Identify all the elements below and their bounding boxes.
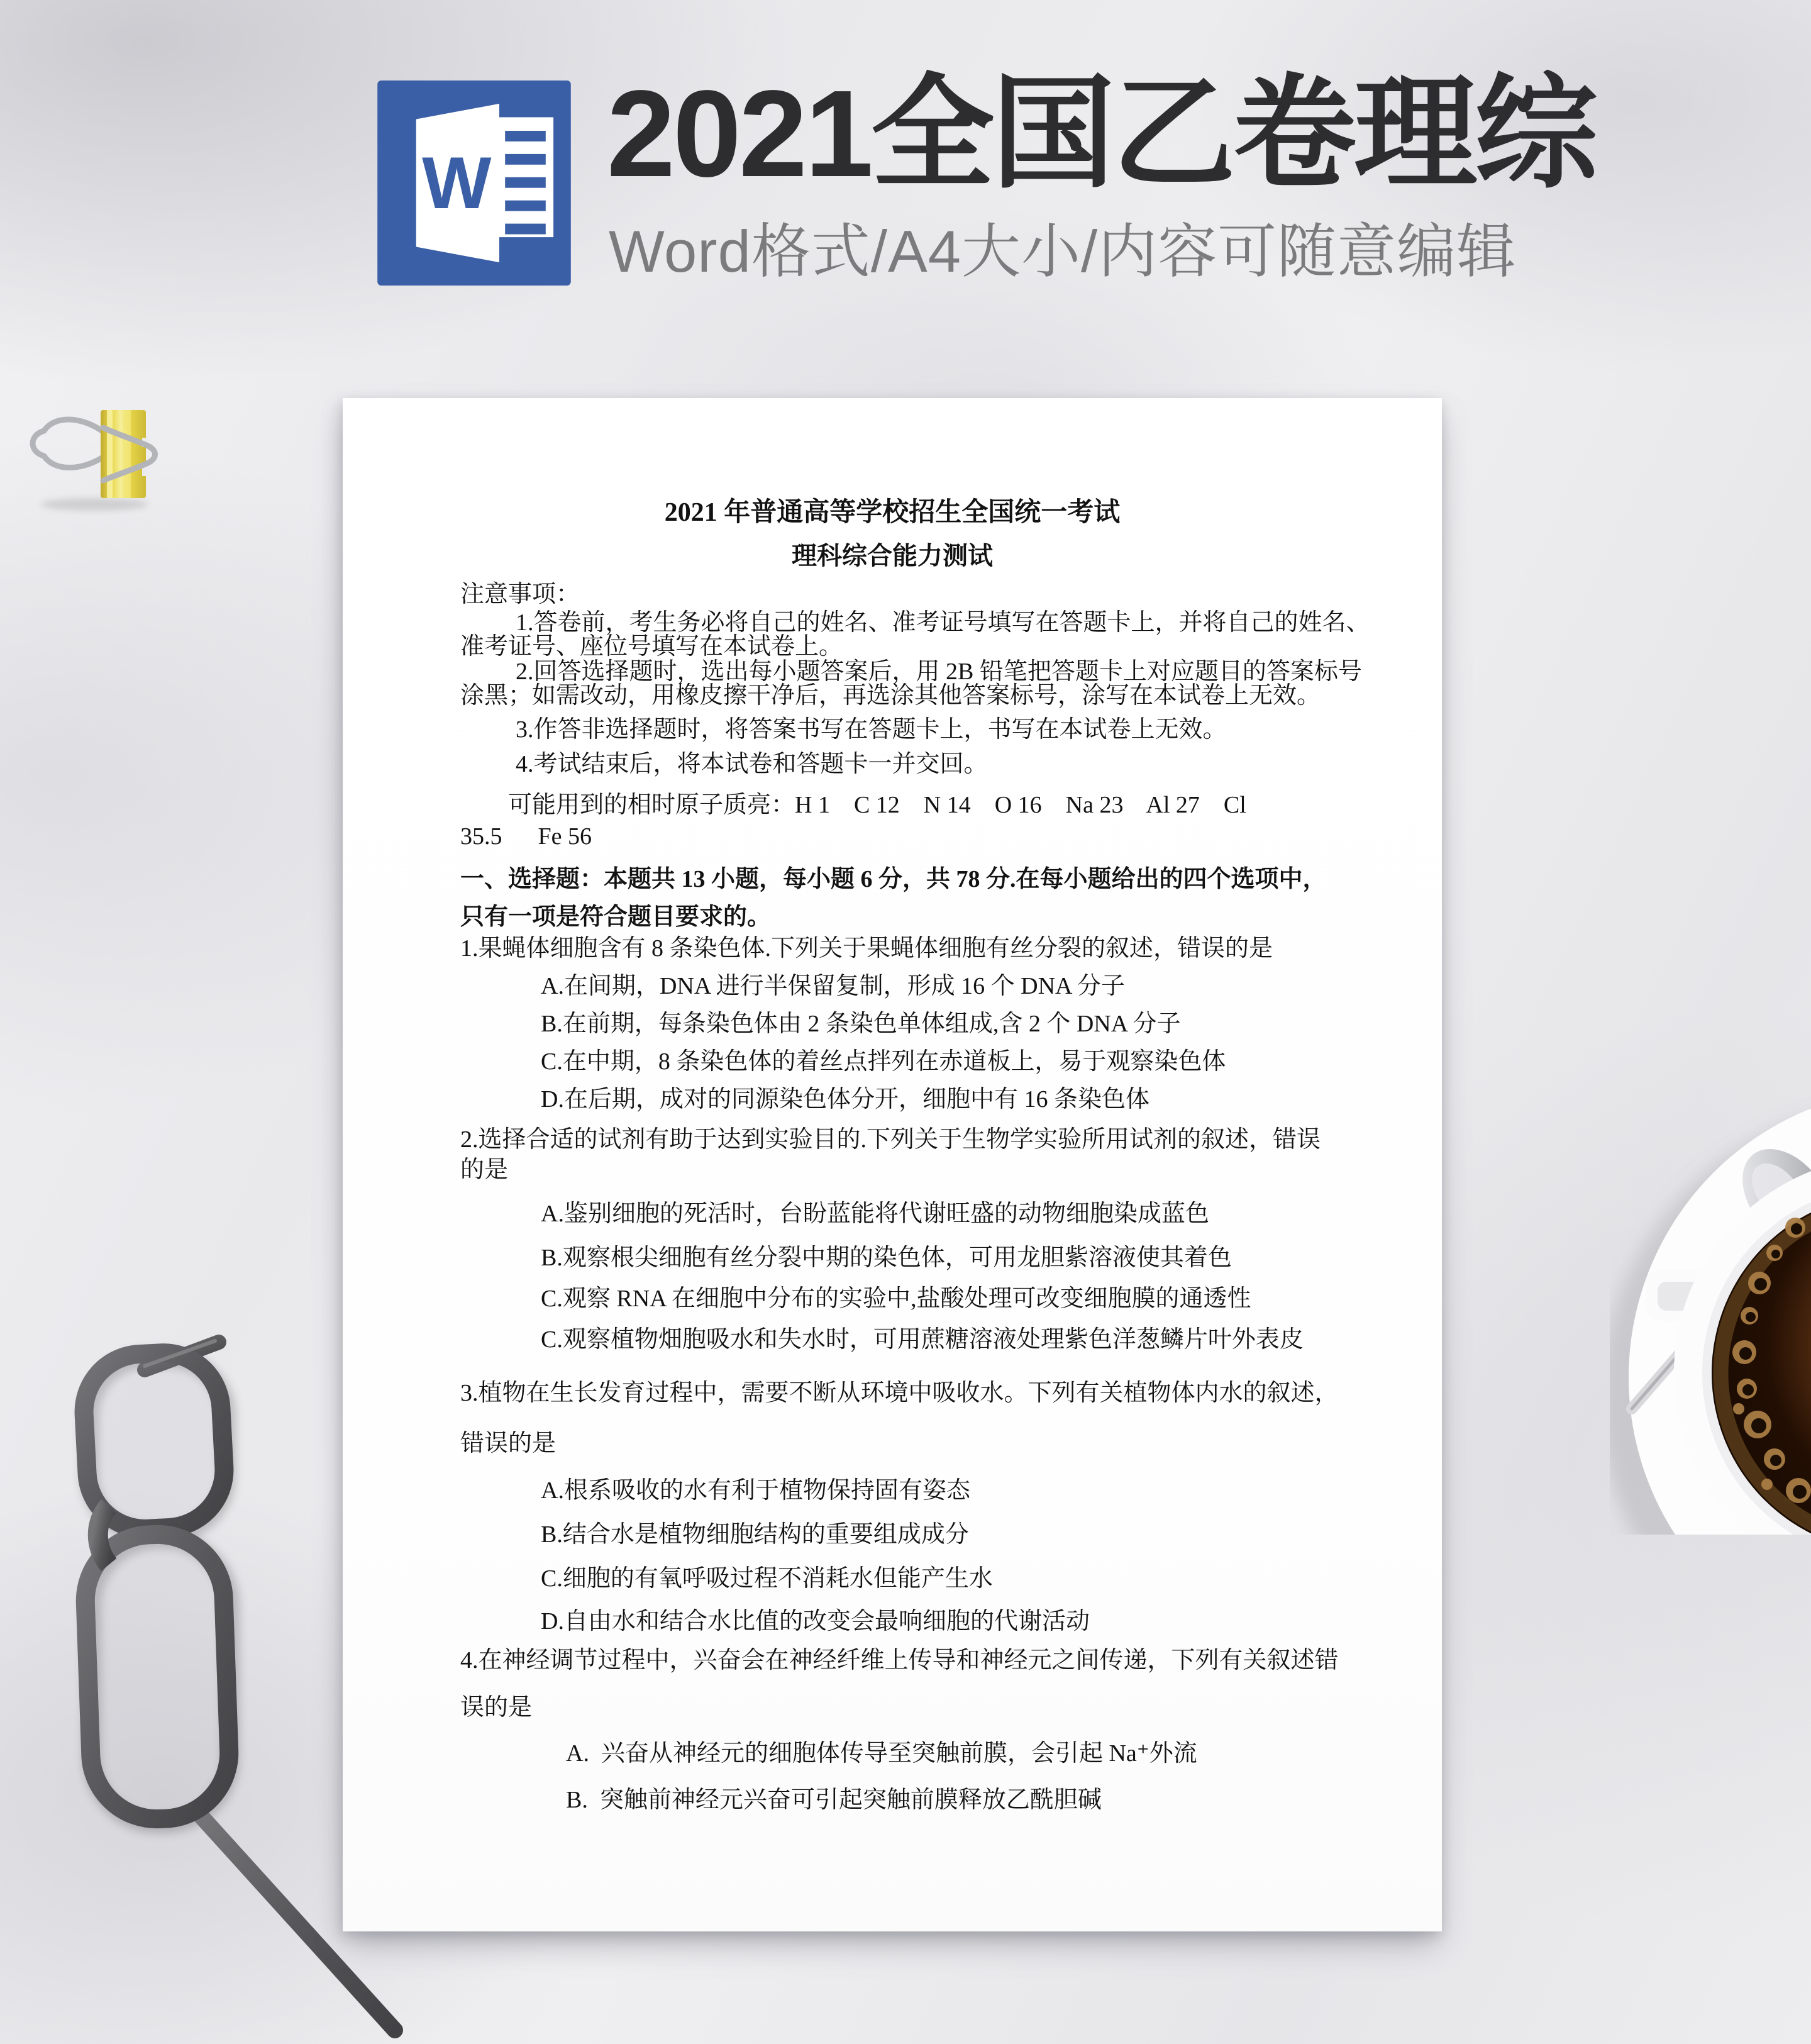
question-option: B.结合水是植物细胞结构的重要组成成分 — [541, 1521, 969, 1548]
notice-line: 准考证号、座位号填写在本试卷上。 — [460, 633, 843, 660]
exam-subtitle: 理科综合能力测试 — [792, 542, 993, 570]
svg-text:W: W — [422, 141, 492, 224]
question-option: C.观察 RNA 在细胞中分布的实验中,盐酸处理可改变细胞膜的通透性 — [541, 1286, 1251, 1312]
question-option: D.在后期，成对的同源染色体分开，细胞中有 16 条染色体 — [541, 1086, 1149, 1113]
atomic-mass-line: 可能用到的相时原子质亮：H 1 C 12 N 14 O 16 Na 23 Al 27 Cl — [508, 792, 1246, 818]
notice-heading: 注意事项： — [460, 581, 580, 608]
atomic-mass-line: 35.5 Fe 56 — [460, 823, 592, 850]
question-stem: 2.选择合适的试剂有助于达到实验目的.下列关于生物学实验所用试剂的叙述，错误 — [460, 1126, 1321, 1153]
question-option: A. 兴奋从神经元的细胞体传导至突触前膜，会引起 Na⁺外流 — [566, 1740, 1197, 1767]
question-stem: 1.果蝇体细胞含有 8 条染色体.下列关于果蝇体细胞有丝分裂的叙述，错误的是 — [460, 935, 1273, 962]
question-option: B. 突触前神经元兴奋可引起突触前膜释放乙酰胆碱 — [566, 1787, 1102, 1813]
question-option: A.在间期，DNA 进行半保留复制，形成 16 个 DNA 分子 — [541, 973, 1125, 999]
notice-line: 2.回答选择题时，选出每小题答案后，用 2B 铅笔把答题卡上对应题目的答案标号 — [516, 658, 1362, 685]
word-logo-icon — [377, 81, 571, 286]
question-option: A.根系吸收的水有利于植物保持固有姿态 — [541, 1477, 970, 1504]
question-stem: 4.在神经调节过程中，兴奋会在神经纤维上传导和神经元之间传递，下列有关叙述错 — [460, 1647, 1339, 1674]
question-stem: 错误的是 — [460, 1430, 557, 1457]
question-option: B.观察根尖细胞有丝分裂中期的染色体，可用龙胆紫溶液使其着色 — [541, 1245, 1232, 1271]
question-option: C.细胞的有氧呼吸过程不消耗水但能产生水 — [541, 1565, 993, 1592]
coffee-cup-icon — [1610, 1082, 1811, 1535]
notice-line: 1.答卷前，考生务必将自己的姓名、准考证号填写在答题卡上，并将自己的姓名、 — [516, 609, 1370, 636]
poster-title: 2021全国乙卷理综 — [607, 65, 1596, 203]
question-stem: 的是 — [460, 1157, 509, 1183]
binder-clip-icon — [19, 377, 163, 516]
section-heading: 一、选择题：本题共 13 小题，每小题 6 分，共 78 分.在每小题给出的四个选项中， — [460, 866, 1327, 892]
section-heading: 只有一项是符合题目要求的。 — [460, 904, 772, 930]
question-stem: 误的是 — [460, 1694, 533, 1721]
document-page — [343, 398, 1442, 1931]
notice-line: 涂黑；如需改动，用橡皮擦干净后，再选涂其他答案标号，涂写在本试卷上无效。 — [460, 682, 1321, 709]
exam-title: 2021 年普通高等学校招生全国统一考试 — [664, 498, 1121, 527]
question-option: B.在前期，每条染色体由 2 条染色单体组成,含 2 个 DNA 分子 — [541, 1011, 1181, 1037]
notice-line: 3.作答非选择题时，将答案书写在答题卡上，书写在本试卷上无效。 — [516, 716, 1227, 743]
poster-subtitle: Word格式/A4大小/内容可随意编辑 — [609, 218, 1517, 284]
question-option: C.在中期，8 条染色体的着丝点拌列在赤道板上，易于观察染色体 — [541, 1048, 1226, 1075]
question-stem: 3.植物在生长发育过程中，需要不断从环境中吸收水。下列有关植物体内水的叙述， — [460, 1380, 1339, 1406]
notice-line: 4.考试结束后，将本试卷和答题卡一并交回。 — [516, 751, 988, 777]
question-option: D.自由水和结合水比值的改变会最响细胞的代谢活动 — [541, 1608, 1090, 1635]
question-option: A.鉴别细胞的死活时，台盼蓝能将代谢旺盛的动物细胞染成蓝色 — [541, 1201, 1209, 1227]
question-option: C.观察植物畑胞吸水和失水时，可用蔗糖溶液处理紫色洋葱鳞片叶外表皮 — [541, 1326, 1304, 1353]
